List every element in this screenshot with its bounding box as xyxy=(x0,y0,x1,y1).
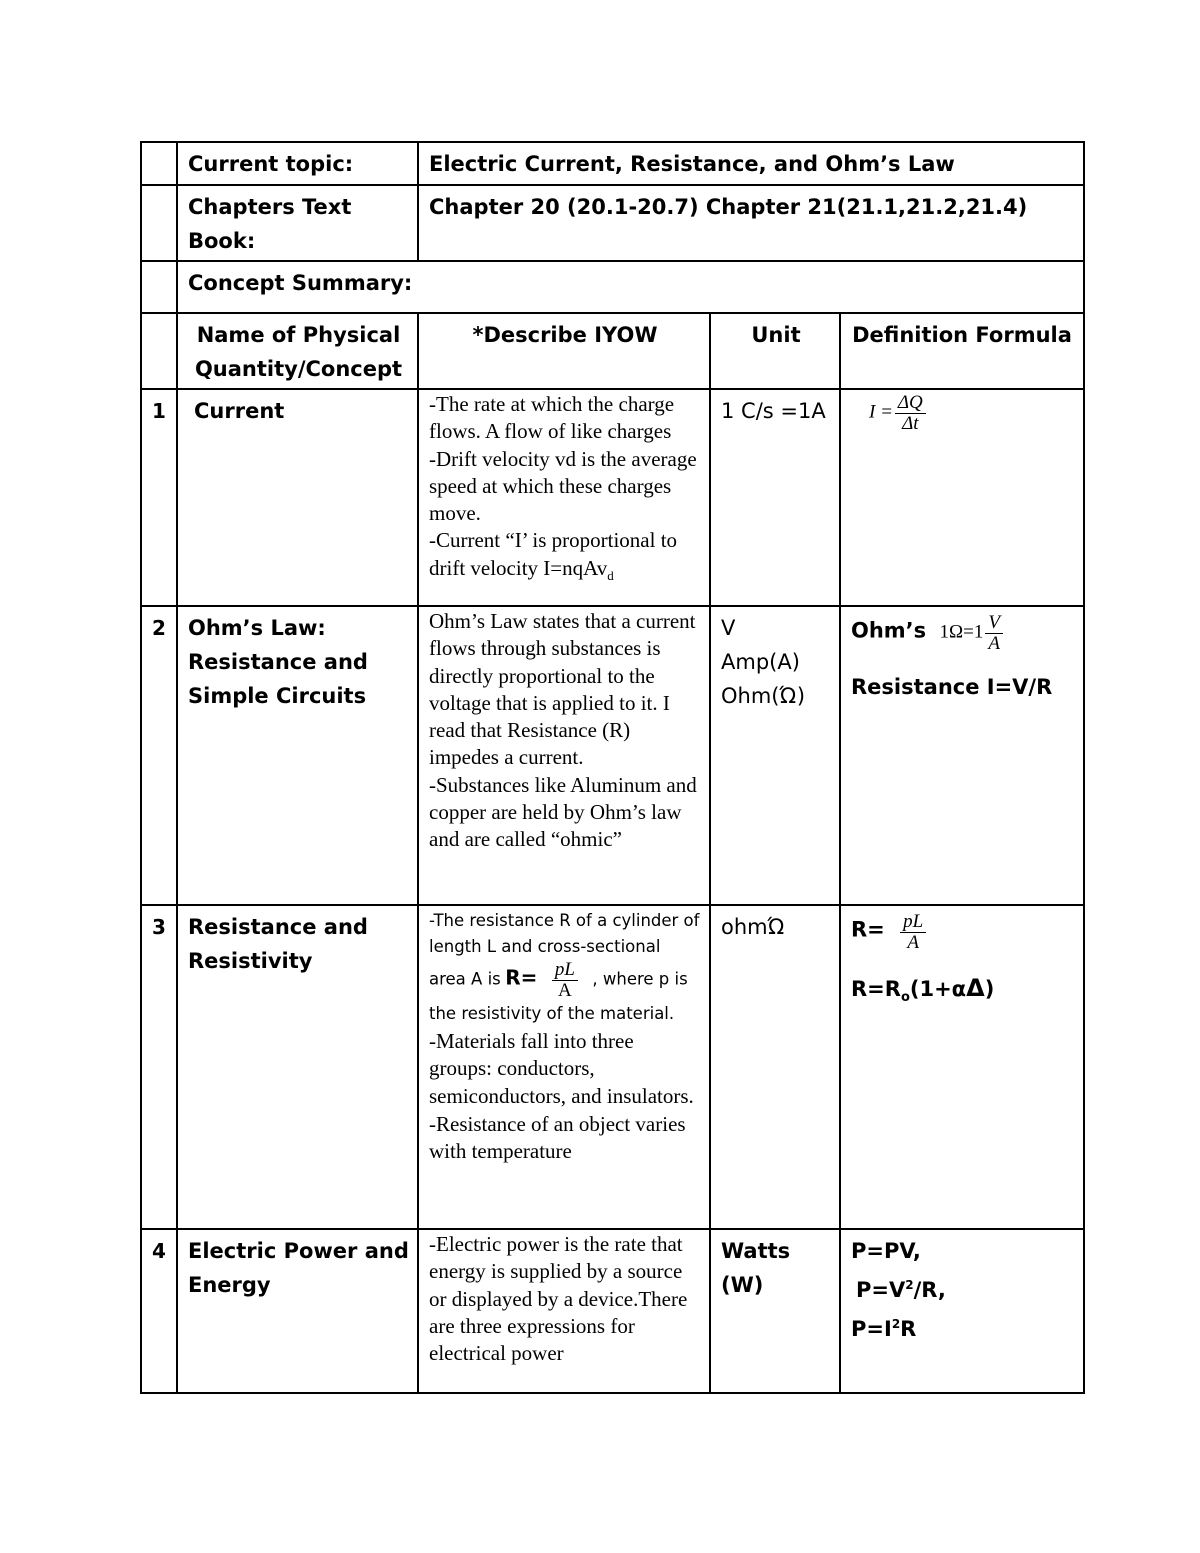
fraction-denominator: A xyxy=(988,633,1000,654)
unit-line: Ohm(Ώ) xyxy=(721,684,806,708)
formula-text: (1+α xyxy=(909,977,967,1001)
column-header-row xyxy=(141,313,1084,389)
concept-name: Ohm’s Law: Resistance and Simple Circuits xyxy=(177,606,418,905)
concept-description xyxy=(418,1229,710,1393)
inline-formula-lhs: R= xyxy=(505,965,538,990)
concept-unit: Watts (W) xyxy=(710,1229,840,1393)
description-line: -Resistance of an object varies with temperature xyxy=(429,1111,686,1164)
fraction-numerator: pL xyxy=(552,960,578,981)
description-line xyxy=(429,527,701,589)
concept-name: Current xyxy=(177,389,418,606)
concept-unit: 1 C/s =1A xyxy=(710,389,840,606)
fraction-numerator: V xyxy=(985,613,1003,634)
fraction-denominator: Δt xyxy=(902,413,919,434)
inline-formula-fraction xyxy=(552,960,578,1001)
description-text: -The resistance R of a cylinder of length L and cross-sectional area A is xyxy=(429,911,700,989)
description-line: -The rate at which the charge flows. A flow of like charges xyxy=(429,392,675,444)
unit-line: Amp(A) xyxy=(721,650,800,674)
superscript: 2 xyxy=(905,1278,914,1292)
concept-formula xyxy=(840,606,1084,905)
formula-line xyxy=(851,613,1075,654)
formula-text: R xyxy=(900,1317,917,1341)
concept-formula xyxy=(840,905,1084,1229)
formula-line xyxy=(851,1268,1075,1307)
formula-fraction xyxy=(895,393,926,434)
table-row xyxy=(141,389,1084,606)
row-number: 4 xyxy=(141,1229,177,1393)
subscript: d xyxy=(607,567,614,583)
chapters-row xyxy=(141,185,1084,261)
formula-lhs: I = xyxy=(869,401,893,423)
formula-lhs: R= xyxy=(851,917,885,942)
column-header-unit: Unit xyxy=(710,313,840,389)
concept-summary-table xyxy=(140,141,1085,1394)
topic-label: Current topic: xyxy=(177,142,418,185)
concept-name: Resistance and Resistivity xyxy=(177,905,418,1229)
empty-cell xyxy=(141,185,177,261)
concept-unit: ohmΏ xyxy=(710,905,840,1229)
column-header-describe: *Describe IYOW xyxy=(418,313,710,389)
concept-name: Electric Power and Energy xyxy=(177,1229,418,1393)
fraction-numerator: ΔQ xyxy=(895,393,926,414)
column-header-formula: Definition Formula xyxy=(840,313,1084,389)
topic-value: Electric Current, Resistance, and Ohm’s Law xyxy=(418,142,1084,185)
table-row xyxy=(141,606,1084,905)
formula-lhs: 1Ω=1 xyxy=(939,621,984,643)
delta-symbol: Δ xyxy=(966,974,985,1002)
row-number: 2 xyxy=(141,606,177,905)
description-line: -Substances like Aluminum and copper are held by Ohm’s law and are called “ohmic” xyxy=(429,772,697,852)
formula-text: /R, xyxy=(913,1278,946,1302)
concept-formula xyxy=(840,1229,1084,1393)
concept-formula xyxy=(840,389,1084,606)
formula-line xyxy=(851,912,1075,953)
summary-label: Concept Summary: xyxy=(177,261,1084,313)
column-header-name: Name of Physical Quantity/Concept xyxy=(177,313,418,389)
concept-description xyxy=(418,389,710,606)
empty-cell xyxy=(141,261,177,313)
empty-cell xyxy=(141,142,177,185)
concept-description xyxy=(418,606,710,905)
formula-line xyxy=(851,971,1075,1015)
description-text: -Current “I’ is proportional to drift velocity I=nqAv xyxy=(429,528,678,580)
formula-line: Resistance I=V/R xyxy=(851,675,1053,699)
chapters-value: Chapter 20 (20.1-20.7) Chapter 21(21.1,21.2,21.4) xyxy=(418,185,1084,261)
empty-cell xyxy=(141,313,177,389)
fraction-numerator: pL xyxy=(900,912,926,933)
formula-line xyxy=(851,1307,1075,1346)
fraction-denominator: A xyxy=(558,980,572,1001)
fraction-denominator: A xyxy=(907,932,919,953)
description-line: -Drift velocity vd is the average speed at which these charges move. xyxy=(429,446,697,526)
concept-unit xyxy=(710,606,840,905)
topic-row xyxy=(141,142,1084,185)
superscript: 2 xyxy=(891,1317,901,1331)
formula-line: P=PV, xyxy=(851,1239,921,1263)
formula-text: P=I xyxy=(851,1317,892,1341)
formula-text: P=V xyxy=(856,1278,906,1302)
formula-text: ) xyxy=(984,977,995,1001)
unit-line: V xyxy=(721,616,736,640)
description-line: -Electric power is the rate that energy is supplied by a source or displayed by a device.There are three expressions for electrical power xyxy=(429,1232,688,1366)
formula-label: Ohm’s xyxy=(851,618,927,643)
formula-text: R=R xyxy=(851,977,901,1001)
description-text: , where p is the resistivity of the material. xyxy=(429,969,688,1023)
table-row xyxy=(141,1229,1084,1393)
concept-description xyxy=(418,905,710,1229)
row-number: 3 xyxy=(141,905,177,1229)
description-line: -Materials fall into three groups: conductors, semiconductors, and insulators. xyxy=(429,1029,694,1108)
row-number: 1 xyxy=(141,389,177,606)
description-line: Ohm’s Law states that a current flows through substances is directly proportional to the voltage that is applied to it. I read that Resistance (R) impedes a current. xyxy=(429,609,696,770)
summary-row xyxy=(141,261,1084,313)
subscript: o xyxy=(900,990,910,1006)
formula-fraction xyxy=(985,613,1003,654)
chapters-label: Chapters Text Book: xyxy=(177,185,418,261)
formula-fraction xyxy=(900,912,926,953)
table-row xyxy=(141,905,1084,1229)
